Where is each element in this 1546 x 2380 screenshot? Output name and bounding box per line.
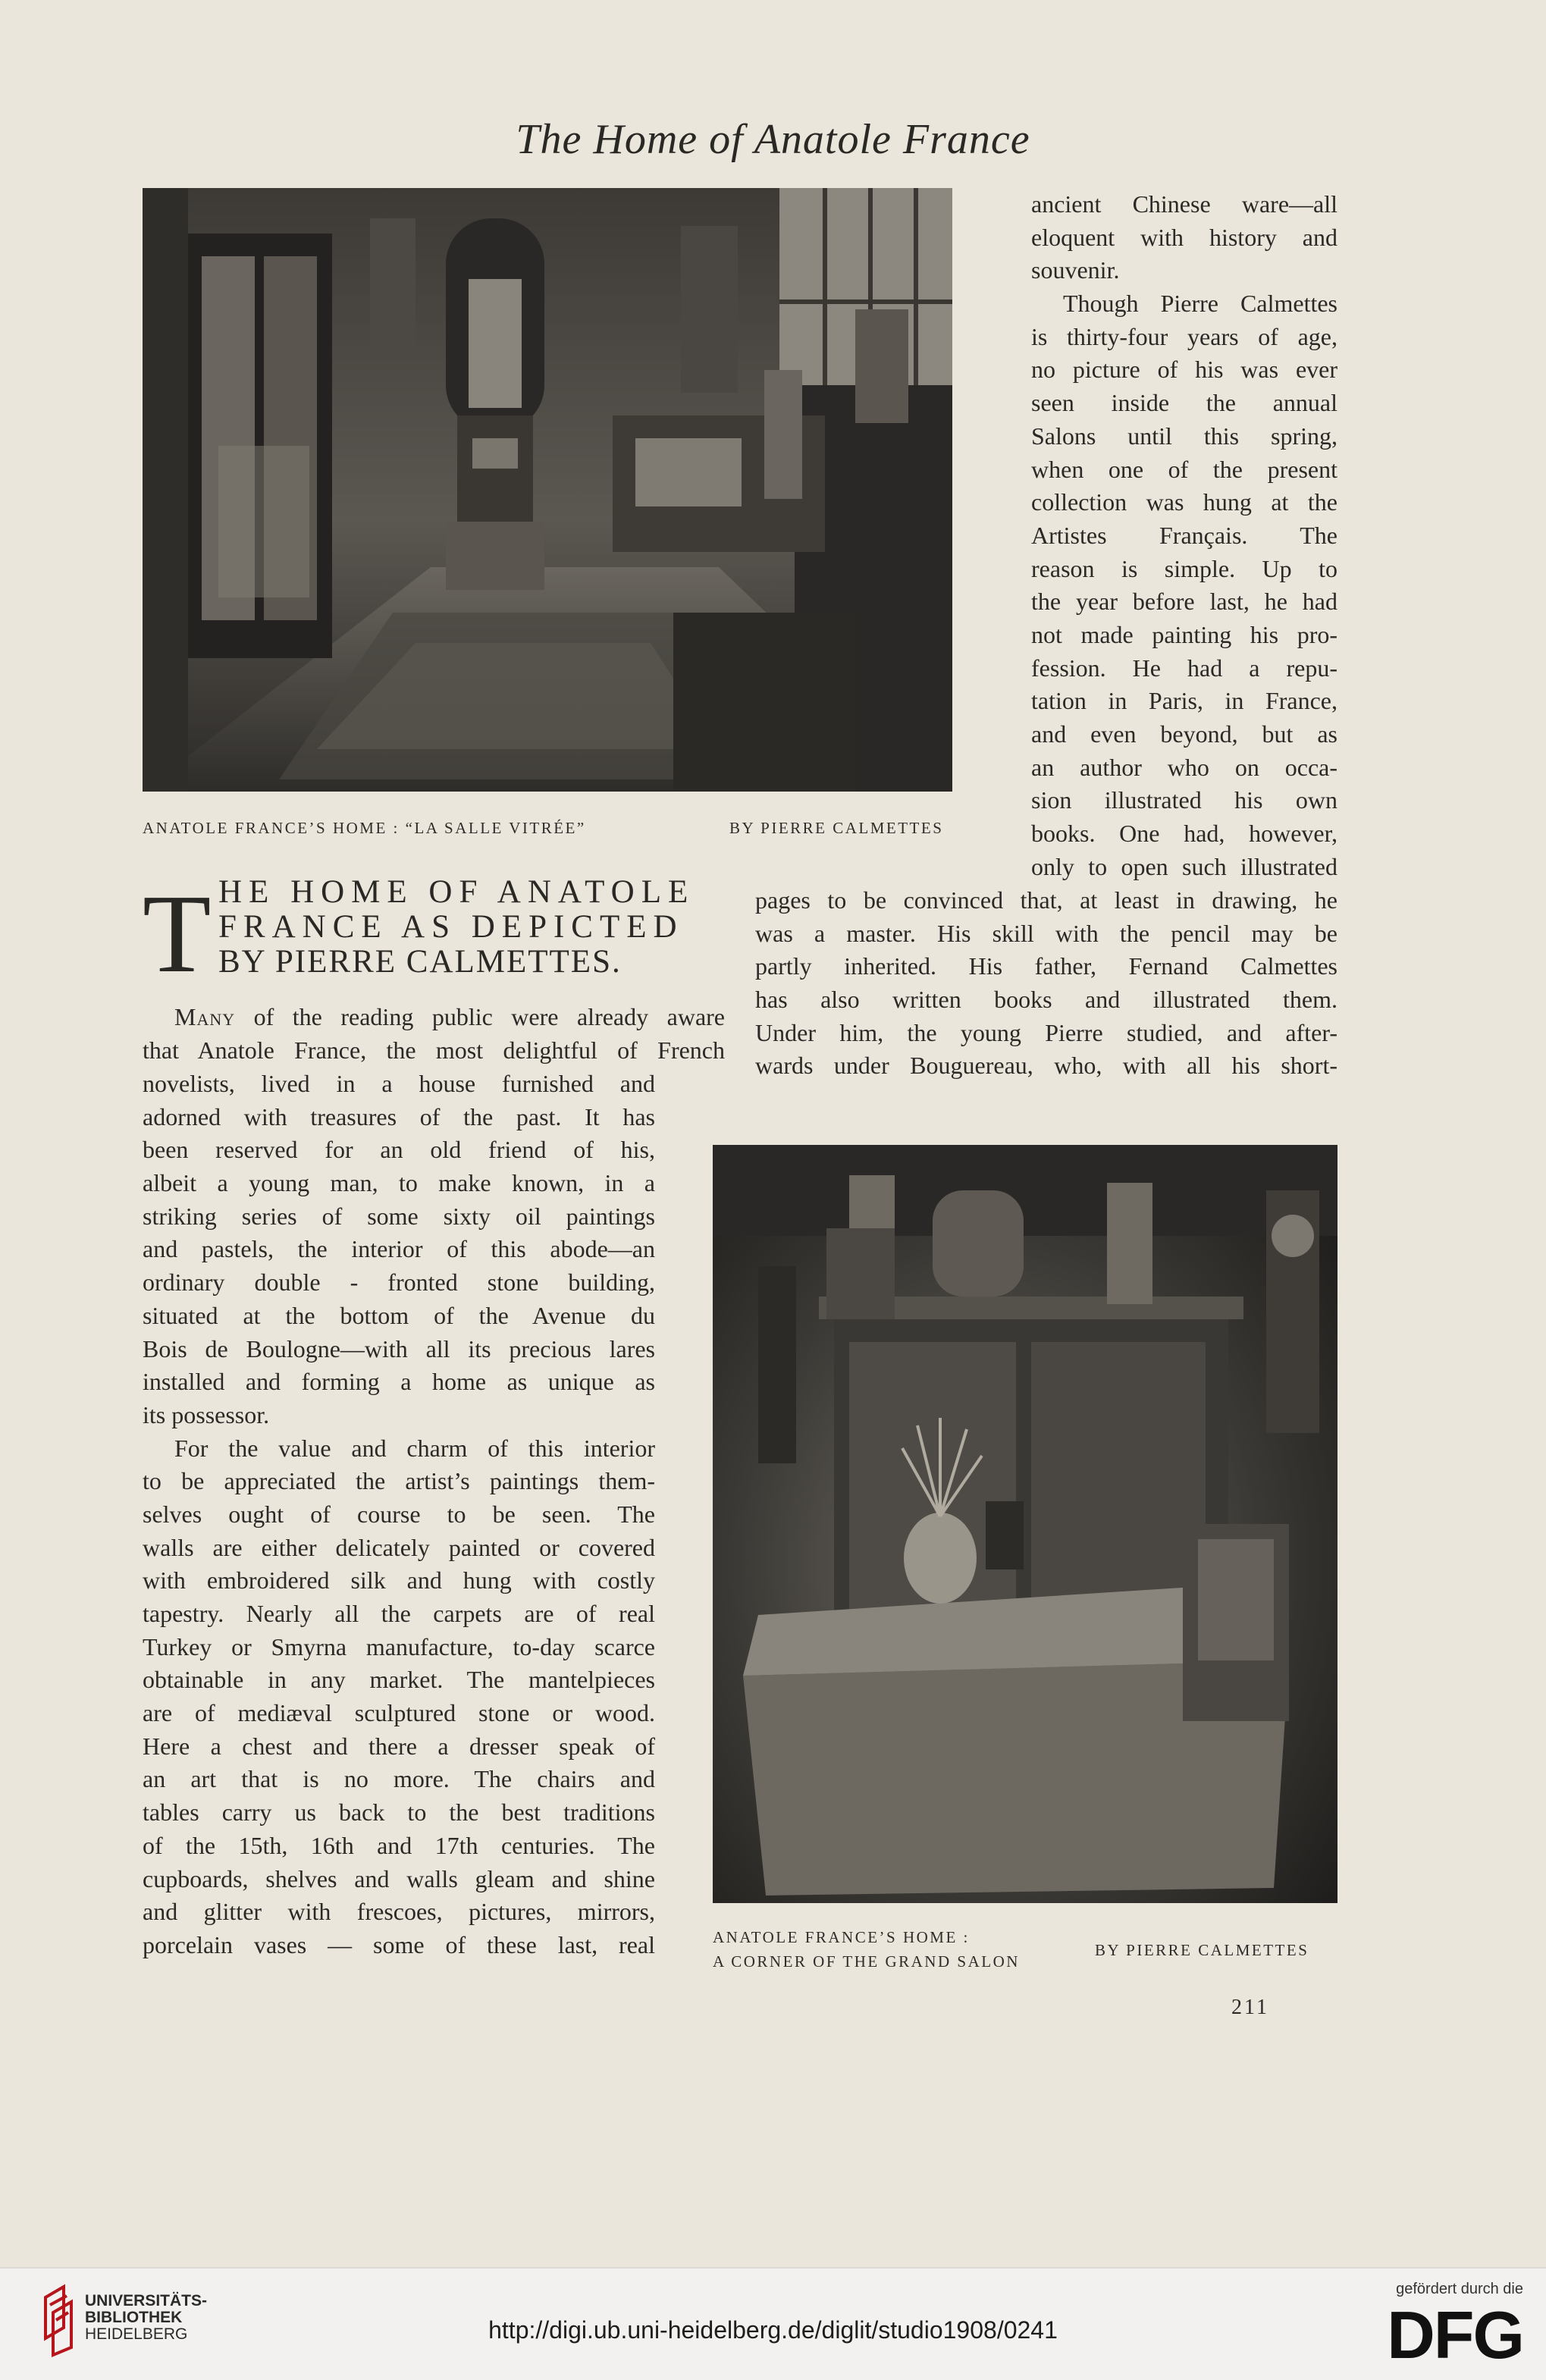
text-line: wards under Bouguereau, who, with all his short- [755,1052,1337,1080]
text-line: are of mediæval sculptured stone or wood. [143,1699,655,1727]
text-line: seen inside the annual [1031,389,1337,417]
text-line: eloquent with history and [1031,223,1337,251]
text-line: ancient Chinese ware—all [1031,190,1337,218]
text-line: partly inherited. His father, Fernand Calmettes [755,952,1337,980]
grand-salon-illustration [713,1145,1337,1903]
plate-grand-salon [713,1145,1337,1903]
text-column-left [143,1068,655,1962]
text-line: been reserved for an old friend of his, [143,1136,655,1164]
text-line: has also written books and illustrated them. [755,986,1337,1014]
text-line: albeit a young man, to make known, in a [143,1169,655,1197]
text-line: to be appreciated the artist’s paintings them- [143,1467,655,1495]
article-title-line: BY PIERRE CALMETTES. [218,944,622,980]
text-line: Here a chest and there a dresser speak of [143,1732,655,1760]
text-line: that Anatole France, the most delightful of French [143,1036,725,1064]
text-column-right-top [1031,188,1337,883]
text-line: For the value and charm of this interior [174,1434,655,1462]
text-line: no picture of his was ever [1031,356,1337,384]
page-number: 211 [1231,1996,1269,2019]
text-line: novelists, lived in a house furnished and [143,1070,655,1097]
text-column-left-wide [143,1001,725,1067]
plate-bottom-caption: A CORNER OF THE GRAND SALON [713,1952,1020,1971]
text-line: and pastels, the interior of this abode—an [143,1235,655,1263]
text-line: Bois de Boulogne—with all its precious lares [143,1334,655,1362]
text-column-right-wide [755,884,1337,1083]
plate-top-caption: ANATOLE FRANCE’S HOME : “LA SALLE VITRÉE” [143,819,586,837]
text-line: pages to be convinced that, at least in drawing, he [755,886,1337,914]
text-line: its possessor. [143,1400,270,1428]
text-line: tables carry us back to the best traditions [143,1798,655,1827]
plate-salle-vitree [143,188,952,792]
text-line: cupboards, shelves and walls gleam and shine [143,1864,655,1892]
text-line: walls are either delicately painted or covered [143,1533,655,1561]
title-dropcap: T [143,872,212,996]
text-line: selves ought of course to be seen. The [143,1500,655,1528]
text-line: of the 15th, 16th and 17th centuries. The [143,1831,655,1859]
running-head: The Home of Anatole France [516,116,1030,163]
text-line: is thirty-four years of age, [1031,322,1337,350]
text-line: an art that is no more. The chairs and [143,1765,655,1793]
text-line: Many of the reading public were already aware [174,1003,725,1030]
text-line: installed and forming a home as unique as [143,1368,655,1396]
text-line: and even beyond, but as [1031,720,1337,748]
text-line: porcelain vases — some of these last, real [143,1930,655,1958]
text-line: adorned with treasures of the past. It has [143,1102,655,1130]
salle-vitree-illustration [143,188,952,792]
university-library-name: UNIVERSITÄTS- BIBLIOTHEK HEIDELBERG [85,2292,208,2343]
text-line: Salons until this spring, [1031,422,1337,450]
text-line: not made painting his pro- [1031,620,1337,648]
text-line: the year before last, he had [1031,588,1337,616]
text-line: Artistes Français. The [1031,521,1337,549]
text-line: Turkey or Smyrna manufacture, to-day scarce [143,1632,655,1660]
dfg-logo: DFG [1387,2297,1523,2372]
text-line: and glitter with frescoes, pictures, mirrors, [143,1898,655,1926]
text-line: fession. He had a repu- [1031,654,1337,682]
plate-top-credit: BY PIERRE CALMETTES [729,819,944,837]
source-url-link[interactable]: http://digi.ub.uni-heidelberg.de/diglit/studio1908/0241 [488,2316,1058,2344]
text-line: with embroidered silk and hung with costly [143,1566,655,1595]
text-line: ordinary double - fronted stone building, [143,1268,655,1297]
text-line: only to open such illustrated [1031,852,1337,880]
text-line: tation in Paris, in France, [1031,687,1337,715]
article-title-line: FRANCE AS DEPICTED [218,909,684,945]
lead-in-word: Many [174,1003,236,1030]
text-line: reason is simple. Up to [1031,554,1337,582]
text-line: tapestry. Nearly all the carpets are of real [143,1600,655,1627]
text-line: books. One had, however, [1031,820,1337,848]
text-line: Though Pierre Calmettes [1063,290,1337,318]
plate-bottom-credit: BY PIERRE CALMETTES [1095,1941,1309,1959]
text-line: souvenir. [1031,256,1120,284]
text-line: an author who on occa- [1031,753,1337,781]
text-line: striking series of some sixty oil paintings [143,1202,655,1230]
text-line: was a master. His skill with the pencil may be [755,919,1337,947]
funding-note: gefördert durch die [1396,2281,1523,2297]
plate-bottom-caption: ANATOLE FRANCE’S HOME : [713,1928,970,1946]
text-line: collection was hung at the [1031,488,1337,516]
text-line: sion illustrated his own [1031,786,1337,814]
text-line: obtainable in any market. The mantelpieces [143,1666,655,1694]
article-title-line: HE HOME OF ANATOLE [218,874,695,910]
text-line: when one of the present [1031,455,1337,483]
text-line: Under him, the young Pierre studied, and after- [755,1018,1337,1046]
text-line: situated at the bottom of the Avenue du [143,1301,655,1329]
